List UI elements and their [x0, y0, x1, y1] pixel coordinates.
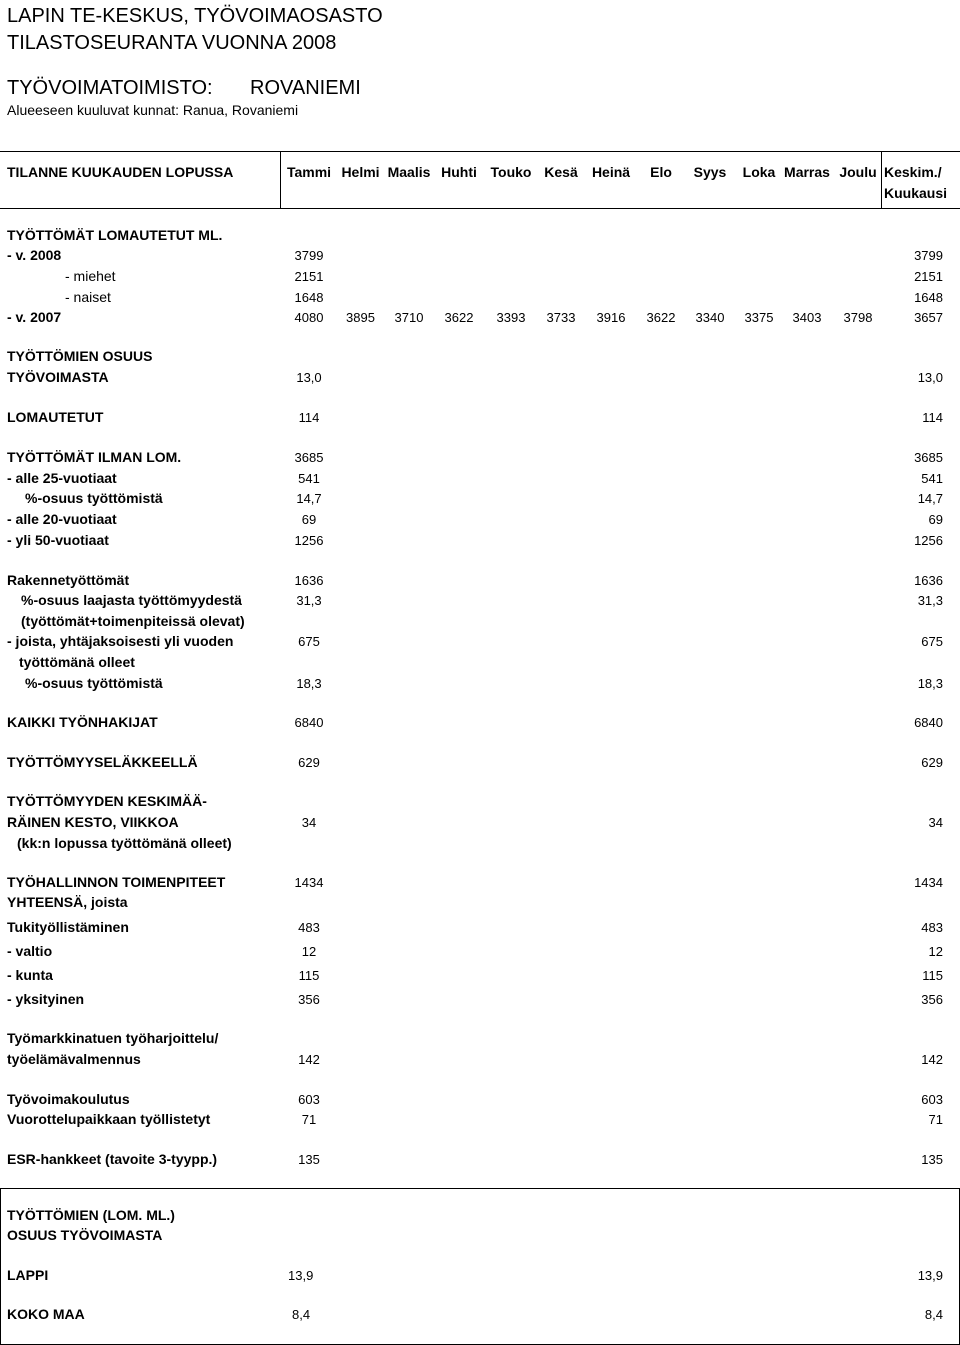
- month-value-cell: 3916: [596, 310, 626, 325]
- row-label: - alle 25-vuotiaat: [7, 470, 117, 486]
- row-label: - miehet: [65, 268, 116, 284]
- row-label: - v. 2007: [7, 309, 62, 325]
- january-value-cell: 1636: [294, 573, 324, 588]
- average-value-cell: 3657: [914, 310, 943, 325]
- average-value-cell: 483: [921, 920, 943, 935]
- month-header-2: Helmi: [341, 164, 380, 180]
- row-label: TYÖTTÖMÄT ILMAN LOM.: [7, 449, 182, 465]
- month-value-cell: 3393: [496, 310, 526, 325]
- month-header-11: Marras: [784, 164, 830, 180]
- january-value-cell: 14,7: [296, 491, 322, 506]
- average-value-cell: 12: [928, 944, 943, 959]
- row-label: TYÖTTÖMÄT LOMAUTETUT ML.: [7, 227, 223, 243]
- column-header-situation: TILANNE KUUKAUDEN LOPUSSA: [7, 164, 234, 180]
- municipalities-note: Alueeseen kuuluvat kunnat: Ranua, Rovaniemi: [7, 102, 299, 118]
- office-name: ROVANIEMI: [250, 77, 361, 99]
- average-value-cell: 2151: [914, 269, 943, 284]
- row-label: (työttömät+toimenpiteissä olevat): [21, 613, 245, 629]
- average-value-cell: 1256: [914, 533, 943, 548]
- row-label: %-osuus työttömistä: [25, 490, 163, 506]
- january-value-cell: 31,3: [296, 593, 322, 608]
- january-value-cell: 483: [298, 920, 320, 935]
- row-label: RÄINEN KESTO, VIIKKOA: [7, 814, 179, 830]
- average-value-cell: 115: [922, 968, 943, 983]
- header-bottom-rule: [0, 208, 960, 209]
- average-value-cell: 603: [921, 1092, 943, 1107]
- footer-koko-maa-label: KOKO MAA: [7, 1306, 85, 1322]
- average-value-cell: 1636: [914, 573, 943, 588]
- january-value-cell: 1648: [294, 290, 324, 305]
- average-value-cell: 3799: [914, 248, 943, 263]
- row-label: TYÖTTÖMIEN OSUUS: [7, 348, 153, 364]
- january-value-cell: 541: [298, 471, 320, 486]
- row-label: - yksityinen: [7, 991, 85, 1007]
- row-label: %-osuus laajasta työttömyydestä: [21, 592, 242, 608]
- january-value-cell: 12: [301, 944, 317, 959]
- row-label: - kunta: [7, 967, 53, 983]
- january-value-cell: 114: [298, 410, 320, 425]
- row-label: KAIKKI TYÖNHAKIJAT: [7, 714, 158, 730]
- row-label: - joista, yhtäjaksoisesti yli vuoden: [7, 633, 234, 649]
- month-header-3: Maalis: [387, 164, 431, 180]
- month-header-1: Tammi: [286, 164, 332, 180]
- row-label: ESR-hankkeet (tavoite 3-tyypp.): [7, 1151, 218, 1167]
- footer-share-title-line1: TYÖTTÖMIEN (LOM. ML.): [7, 1207, 175, 1223]
- month-value-cell: 3895: [346, 310, 375, 325]
- month-value-cell: 3733: [546, 310, 576, 325]
- footer-lappi-label: LAPPI: [7, 1267, 49, 1283]
- column-header-average: Keskim./: [884, 164, 942, 180]
- average-value-cell: 114: [922, 410, 943, 425]
- average-value-cell: 142: [921, 1052, 943, 1067]
- average-value-cell: 1648: [914, 290, 943, 305]
- footer-lappi-average: 13,9: [917, 1268, 943, 1283]
- average-value-cell: 356: [921, 992, 943, 1007]
- report-title-line1: LAPIN TE-KESKUS, TYÖVOIMAOSASTO: [7, 5, 383, 27]
- row-label: Vuorottelupaikkaan työllistetyt: [7, 1111, 211, 1127]
- month-header-10: Loka: [742, 164, 776, 180]
- january-value-cell: 629: [298, 755, 320, 770]
- footer-share-title-line2: OSUUS TYÖVOIMASTA: [7, 1227, 163, 1243]
- average-value-cell: 675: [921, 634, 943, 649]
- row-label: TYÖHALLINNON TOIMENPITEET: [7, 874, 226, 890]
- month-value-cell: 3340: [695, 310, 725, 325]
- january-value-cell: 135: [298, 1152, 320, 1167]
- row-label: työelämävalmennus: [7, 1051, 141, 1067]
- column-header-average-unit: Kuukausi: [884, 185, 948, 201]
- average-value-cell: 31,3: [917, 593, 943, 608]
- average-value-cell: 541: [921, 471, 943, 486]
- report-title-line2: TILASTOSEURANTA VUONNA 2008: [7, 32, 337, 54]
- row-label: Tukityöllistäminen: [7, 919, 129, 935]
- january-value-cell: 115: [298, 968, 320, 983]
- january-value-cell: 1256: [294, 533, 324, 548]
- row-label: - alle 20-vuotiaat: [7, 511, 117, 527]
- footer-lappi-value: 13,9: [288, 1268, 314, 1283]
- month-header-12: Joulu: [839, 164, 877, 180]
- month-value-cell: 4080: [294, 310, 324, 325]
- january-value-cell: 13,0: [296, 370, 322, 385]
- month-value-cell: 3622: [444, 310, 474, 325]
- january-value-cell: 69: [301, 512, 317, 527]
- row-label: TYÖTTÖMYYSELÄKKEELLÄ: [7, 754, 198, 770]
- footer-koko-maa-average: 8,4: [924, 1307, 943, 1322]
- row-label: TYÖTTÖMYYDEN KESKIMÄÄ-: [7, 793, 207, 809]
- january-value-cell: 34: [301, 815, 317, 830]
- average-value-cell: 3685: [914, 450, 943, 465]
- average-value-cell: 69: [928, 512, 943, 527]
- row-label: Työmarkkinatuen työharjoittelu/: [7, 1030, 219, 1046]
- month-value-cell: 3375: [744, 310, 774, 325]
- average-value-cell: 1434: [914, 875, 943, 890]
- january-value-cell: 71: [301, 1112, 317, 1127]
- row-label: - v. 2008: [7, 247, 62, 263]
- january-value-cell: 2151: [294, 269, 324, 284]
- january-value-cell: 142: [298, 1052, 320, 1067]
- month-value-cell: 3798: [843, 310, 873, 325]
- average-value-cell: 629: [921, 755, 943, 770]
- january-value-cell: 3685: [294, 450, 324, 465]
- average-value-cell: 34: [928, 815, 943, 830]
- average-value-cell: 6840: [914, 715, 943, 730]
- month-value-cell: 3710: [394, 310, 424, 325]
- month-header-6: Kesä: [544, 164, 578, 180]
- row-label: Työvoimakoulutus: [7, 1091, 130, 1107]
- row-label: työttömänä olleet: [19, 654, 135, 670]
- january-value-cell: 356: [298, 992, 320, 1007]
- month-value-cell: 3622: [646, 310, 676, 325]
- row-label: - naiset: [65, 289, 111, 305]
- row-label: - yli 50-vuotiaat: [7, 532, 109, 548]
- header-top-rule: [0, 151, 960, 152]
- header-divider-left: [280, 151, 281, 209]
- row-label: YHTEENSÄ, joista: [7, 894, 128, 910]
- footer-koko-maa-value: 8,4: [292, 1307, 311, 1322]
- average-value-cell: 71: [928, 1112, 943, 1127]
- month-header-5: Touko: [490, 164, 532, 180]
- january-value-cell: 603: [298, 1092, 320, 1107]
- january-value-cell: 6840: [294, 715, 324, 730]
- row-label: (kk:n lopussa työttömänä olleet): [17, 835, 232, 851]
- average-value-cell: 14,7: [917, 491, 943, 506]
- average-value-cell: 135: [921, 1152, 943, 1167]
- average-value-cell: 13,0: [917, 370, 943, 385]
- month-header-4: Huhti: [441, 164, 477, 180]
- row-label: %-osuus työttömistä: [25, 675, 163, 691]
- row-label: TYÖVOIMASTA: [7, 369, 109, 385]
- row-label: Rakennetyöttömät: [7, 572, 130, 588]
- month-value-cell: 3403: [792, 310, 822, 325]
- office-label: TYÖVOIMATOIMISTO:: [7, 77, 213, 99]
- january-value-cell: 18,3: [296, 676, 322, 691]
- january-value-cell: 675: [298, 634, 320, 649]
- row-label: LOMAUTETUT: [7, 409, 104, 425]
- month-header-8: Elo: [650, 164, 672, 180]
- month-header-7: Heinä: [591, 164, 631, 180]
- row-label: - valtio: [7, 943, 53, 959]
- january-value-cell: 3799: [294, 248, 324, 263]
- january-value-cell: 1434: [294, 875, 324, 890]
- average-value-cell: 18,3: [917, 676, 943, 691]
- month-header-9: Syys: [693, 164, 727, 180]
- header-divider-right: [881, 151, 882, 209]
